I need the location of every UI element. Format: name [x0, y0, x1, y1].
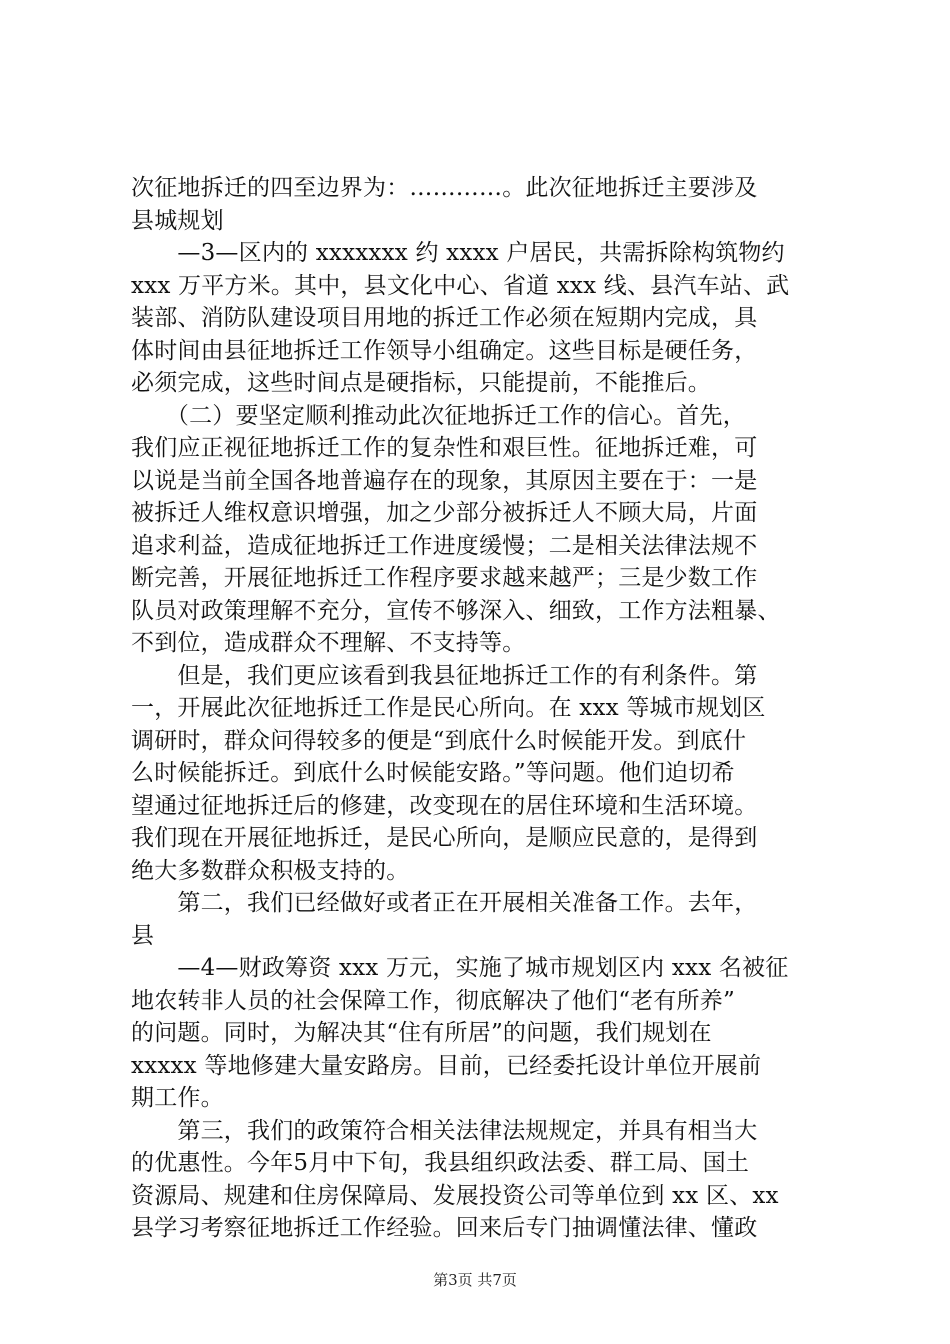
body-text [131, 172, 833, 1245]
text-line: 资源局、规建和住房保障局、发展投资公司等单位到 xx 区、xx [131, 1182, 779, 1209]
text-line: 的优惠性。今年5月中下旬，我县组织政法委、群工局、国土 [131, 1150, 750, 1176]
text-line: —4—财政筹资 xxx 万元，实施了城市规划区内 xxx 名被征 [131, 955, 789, 981]
text-line: 队员对政策理解不充分，宣传不够深入、细致，工作方法粗暴、 [131, 597, 781, 624]
text-line: 期工作。 [131, 1085, 224, 1111]
text-line: 么时候能拆迁。到底什么时候能安路。”等问题。他们迫切希 [131, 760, 735, 786]
text-line: 次征地拆迁的四至边界为：…………。此次征地拆迁主要涉及 [131, 175, 758, 201]
text-line: 我们现在开展征地拆迁，是民心所向，是顺应民意的，是得到 [131, 825, 758, 851]
text-line: 断完善，开展征地拆迁工作程序要求越来越严；三是少数工作 [131, 565, 758, 591]
text-line: 绝大多数群众积极支持的。 [131, 857, 410, 884]
text-line: —3—区内的 xxxxxxx 约 xxxx 户居民，共需拆除构筑物约 [131, 240, 785, 266]
text-line: 追求利益，造成征地拆迁工作进度缓慢；二是相关法律法规不 [131, 532, 758, 559]
text-line: 县城规划 [131, 207, 224, 234]
text-line: 装部、消防队建设项目用地的拆迁工作必须在短期内完成，具 [131, 305, 758, 331]
text-line: （二）要坚定顺利推动此次征地拆迁工作的信心。首先， [131, 402, 746, 429]
page-number: 第3页 共7页 [433, 1271, 517, 1289]
text-line: 第二，我们已经做好或者正在开展相关准备工作。去年， [131, 890, 758, 916]
text-line: 被拆迁人维权意识增强，加之少部分被拆迁人不顾大局，片面 [131, 500, 758, 526]
text-line: 一，开展此次征地拆迁工作是民心所向。在 xxx 等城市规划区 [131, 695, 766, 721]
text-line: 地农转非人员的社会保障工作，彻底解决了他们“老有所养” [131, 987, 735, 1014]
text-line: xxxxx 等地修建大量安路房。目前，已经委托设计单位开展前 [131, 1052, 762, 1079]
text-line: 望通过征地拆迁后的修建，改变现在的居住环境和生活环境。 [131, 792, 758, 819]
text-line: 第三，我们的政策符合相关法律法规规定，并具有相当大 [131, 1117, 758, 1144]
text-line: 以说是当前全国各地普遍存在的现象，其原因主要在于：一是 [131, 467, 758, 494]
text-line: 的问题。同时，为解决其“住有所居”的问题，我们规划在 [131, 1020, 712, 1046]
text-line: 县学习考察征地拆迁工作经验。回来后专门抽调懂法律、懂政 [131, 1215, 758, 1241]
text-line: 但是，我们更应该看到我县征地拆迁工作的有利条件。第 [131, 662, 758, 689]
page-footer [0, 1270, 950, 1290]
text-line: 必须完成，这些时间点是硬指标，只能提前，不能推后。 [131, 370, 711, 396]
text-line: 体时间由县征地拆迁工作领导小组确定。这些目标是硬任务， [131, 337, 758, 364]
text-line: 我们应正视征地拆迁工作的复杂性和艰巨性。征地拆迁难，可 [131, 435, 758, 461]
text-line: 县 [131, 922, 155, 949]
text-line: xxx 万平方米。其中，县文化中心、省道 xxx 线、县汽车站、武 [131, 272, 790, 299]
text-line: 不到位，造成群众不理解、不支持等。 [131, 630, 526, 656]
text-line: 调研时，群众问得较多的便是“到底什么时候能开发。到底什 [131, 727, 747, 754]
